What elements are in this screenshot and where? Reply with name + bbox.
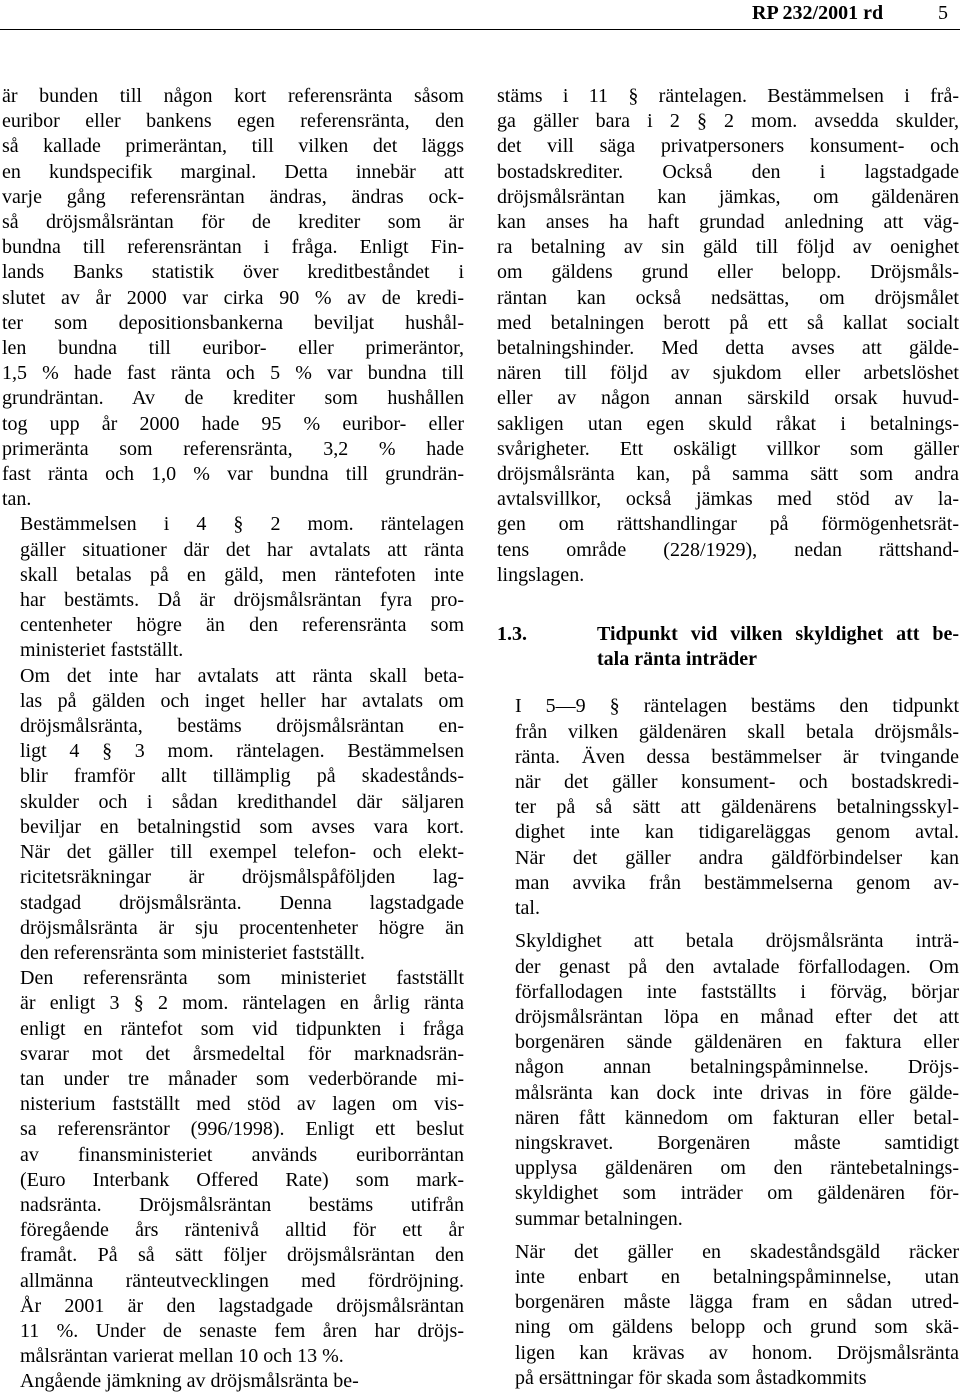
paragraph-section-4-2: Bestämmelsen i 4 § 2 mom. räntelagen gäller situationer där det har avtalats att ränta skall betalas på en gäld, men räntefoten inte har bestämts. Då är dröjsmålsräntan fyra pro- centenheter högre än den referensränta som ministeriet fastställt. xyxy=(20,513,464,662)
header-rule xyxy=(0,29,960,30)
paragraph-sections-5-9: I 5—9 § räntelagen bestäms den tidpunkt från vilken gäldenären skall betala dröjsmåls- ränta. Även dessa bestämmelser är tvingande när det gäller konsument- och bostadskredi- ter på så sätt att gäldenärens betalningsskyl- dighet inte kan tidigareläggas genom avtal. När det gäller andra gäldförbindelser kan man avvika från bestämmelserna genom av- tal. xyxy=(515,695,959,920)
paragraph-adjustment: Angående jämkning av dröjsmålsränta be- xyxy=(20,1370,359,1393)
right-column xyxy=(497,84,959,1391)
section-title: Tidpunkt vid vilken skyldighet att be- tala ränta inträder xyxy=(597,623,959,671)
left-column xyxy=(2,84,464,1395)
paragraph-reference-rate: Den referensränta som ministeriet fastställt är enligt 3 § 2 mom. räntelagen en årlig ränta enligt en räntefot som vid tidpunkten i fråga svarar mot det årsmedeltal för marknadsrän- tan under tre månader som vederbörande mi- nisterium fastställt med stöd av lagen om vis- sa referensräntor (996/1998). Enligt ett beslut av finansministeriet används euriborräntan (Euro Interbank Offered Rate) som mark- nadsränta. Dröjsmålsräntan bestäms utifrån föregående års räntenivå alltid för ett år framåt. På så sätt följer dröjsmålsräntan den allmänna ränteutvecklingen med fördröjning. År 2001 är den lagstadgade dröjsmålsräntan 11 %. Under de senaste fem åren har dröjs- målsräntan varierat mellan 10 och 13 %. xyxy=(20,967,464,1368)
document-id: RP 232/2001 rd xyxy=(752,2,884,24)
page-number: 5 xyxy=(938,2,948,24)
paragraph-due-date: Skyldighet att betala dröjsmålsränta inträ- der genast på den avtalade förfallodagen. Om förfallodagen inte fastställts i förväg, börjar dröjsmålsräntan löpa en månad efter det att borgenären sände gäldenären en faktura eller någon annan betalningspåminnelse. Dröjs- målsränta kan dock inte drivas in före gälde- nären fått kännedom om fakturan eller betal- ningskravet. Borgenären måste samtidigt upplysa gäldenären om den räntebetalnings- skyldighet som inträder om gäldenären för- summar betalningen. xyxy=(515,930,959,1230)
paragraph-section-11: stäms i 11 § räntelagen. Bestämmelsen i frå- ga gäller bara i 2 § 2 mom. avsedda skulder, det vill säga privatpersoners konsument- och bostadskrediter. Också den i lagstadgade dröjsmålsräntan kan jämkas, om gäldenären kan anses ha haft grundad anledning att väg- ra betalning av sin gäld till följd av oenighet om gäldens grund eller belopp. Dröjsmåls- räntan kan också nedsättas, om dröjsmålet med betalningen berott på ett så kallat socialt betalningshinder. Med detta avses att gälde- nären till följd av sjukdom eller arbetslöshet eller av någon annan särskild orsak huvud- sakligen utan egen skuld råkat i betalnings- svårigheter. Ett oskäligt villkor som gäller dröjsmålsränta kan, på samma sätt som andra avtalsvillkor, också jämkas med stöd av la- gen om rättshandlingar på förmögenhetsrät- tens område (228/1929), nedan rättshand- lingslagen. xyxy=(497,85,959,586)
section-number: 1.3. xyxy=(497,623,527,646)
section-heading xyxy=(497,622,959,672)
paragraph-interest-reference: är bunden till någon kort referensränta såsom euribor eller bankens egen referensränta, den så kallade primeräntan, till vilken det läggs en kundspecifik marginal. Detta innebär att varje gång referensräntan ändras, ändras ock- så dröjsmålsräntan för de krediter som är bundna till referensräntan i fråga. Enligt Fin- lands Banks statistik över kreditbeståndet i slutet av år 2000 var cirka 90 % av de kredi- ter som depositionsbankerna beviljat hushål- len bundna till euribor- eller primeräntor, 1,5 % hade fast ränta och 5 % var bundna till grundräntan. Av de krediter som hushållen tog upp år 2000 hade 95 % euribor- eller primeränta som referensränta, 3,2 % hade fast ränta och 1,0 % var bundna till grundrän- tan. xyxy=(2,85,464,511)
paragraph-section-4-3: Om det inte har avtalats att ränta skall beta- las på gälden och inget heller har avtalats om dröjsmålsränta, bestäms dröjsmålsräntan en- ligt 4 § 3 mom. räntelagen. Bestämmelsen blir framför allt tillämplig på skadestånds- skulder och i sådan kredithandel där säljaren beviljar en betalningstid som avses vara kort. När det gäller till exempel telefon- och elekt- ricitetsräkningar är dröjsmålspåföljden lag- stadgad dröjsmålsränta. Denna lagstadgade dröjsmålsränta är sju procentenheter högre än den referensränta som ministeriet fastställt. xyxy=(20,664,464,964)
page-header xyxy=(0,0,960,26)
paragraph-damages-debt: När det gäller en skadeståndsgäld räcker inte enbart en betalningspåminnelse, utan borgenären måste lägga fram en sådan utred- ning om gäldens belopp och grund som skä- ligen kan krävas av honom. Dröjsmålsränta på ersättningar för skada som åstadkommits xyxy=(515,1240,959,1389)
